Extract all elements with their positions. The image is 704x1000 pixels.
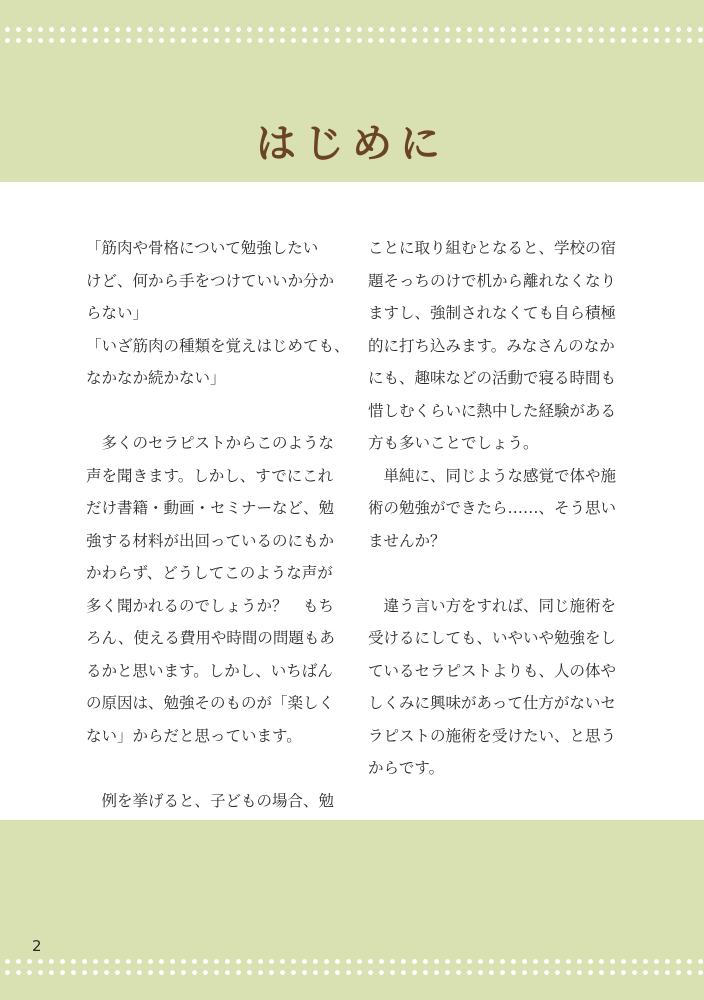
text-line: からです。: [368, 759, 445, 777]
text-line: の原因は、勉強そのものが「楽しく: [86, 694, 335, 712]
text-line: らない」: [86, 304, 149, 322]
text-line: 題そっちのけで机から離れなくなり: [368, 271, 617, 290]
text-line: ラピストの施術を受けたい、と思う: [368, 726, 617, 745]
text-line: [368, 785, 624, 818]
text-line: しくみに興味があって仕方がないセ: [368, 694, 616, 712]
text-line: ているセラピストよりも、人の体や: [368, 661, 617, 680]
text-line: [368, 557, 624, 590]
text-line: 多く聞かれるのでしょうか？ もち: [86, 596, 335, 615]
text-line: けど、何から手をつけていいか分か: [86, 271, 335, 290]
text-line: かわらず、どうしてこのような声が: [86, 564, 333, 582]
text-line: [86, 752, 338, 785]
text-line: ことに取り組むとなると、学校の宿: [368, 239, 617, 257]
text-line: 強する材料が出回っているのにもか: [86, 531, 335, 550]
dotted-border-bottom: [0, 956, 704, 978]
body-column-right: [368, 232, 624, 850]
text-line: ますし、強制されなくても自ら積極: [368, 304, 617, 322]
text-line: 違う言い方をすれば、同じ施術を: [368, 596, 617, 615]
text-line: 例を挙げると、子どもの場合、勉: [86, 791, 335, 810]
text-line: 単純に、同じような感覚で体や施: [368, 466, 617, 485]
text-line: 惜しむくらいに熱中した経験がある: [368, 401, 617, 420]
text-line: ない」からだと思っています。: [86, 726, 302, 745]
text-line: ませんか？: [368, 531, 446, 550]
text-line: ろん、使える費用や時間の問題もあ: [86, 629, 335, 647]
text-line: 受けるにしても、いやいや勉強をし: [368, 629, 617, 647]
text-line: 「筋肉や骨格について勉強したい: [86, 239, 319, 257]
text-line: 的に打ち込みます。みなさんのなか: [368, 336, 615, 355]
page-title: はじめに: [256, 121, 448, 167]
text-line: 術の勉強ができたら……、そう思い: [368, 499, 617, 517]
dotted-border-top: [0, 24, 704, 46]
page-number: 2: [32, 937, 42, 955]
text-line: 声を聞きます。しかし、すでにこれ: [86, 466, 334, 485]
body-column-left: [86, 232, 350, 850]
text-line: 多くのセラピストからこのような: [86, 434, 335, 452]
text-line: 方も多いことでしょう。: [368, 434, 539, 452]
text-line: [86, 395, 338, 428]
text-line: なかなか続かない」: [86, 369, 226, 387]
text-line: だけ書籍・動画・セミナーなど、勉: [86, 499, 335, 517]
text-line: 「いざ筋肉の種類を覚えはじめても、: [86, 336, 350, 355]
text-line: るかと思います。しかし、いちばん: [86, 661, 333, 680]
text-line: にも、趣味などの活動で寝る時間も: [368, 369, 617, 387]
